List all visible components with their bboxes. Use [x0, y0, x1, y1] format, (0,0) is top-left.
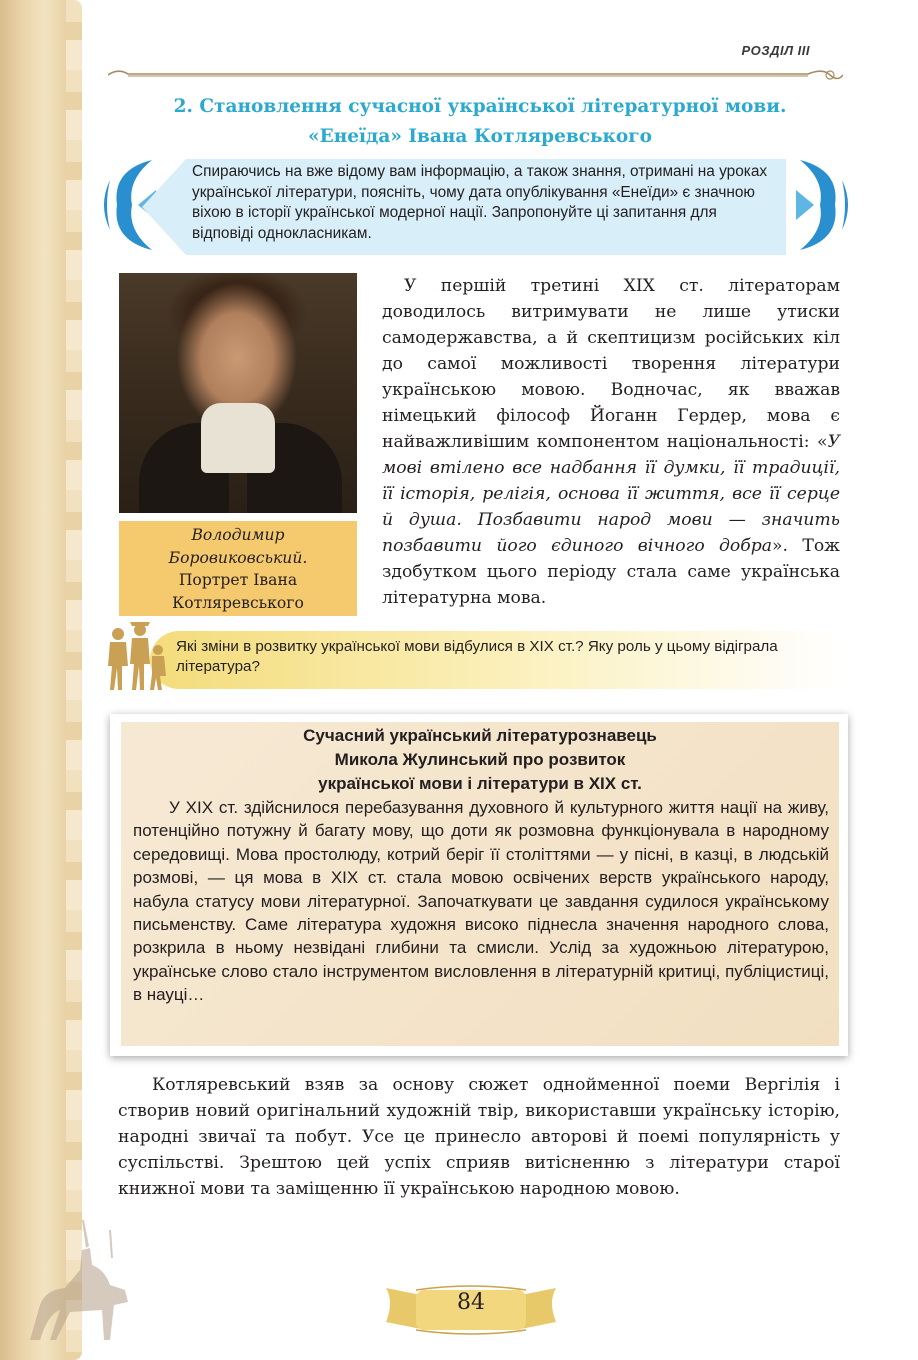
page-number: 84	[457, 1290, 485, 1315]
source-text-body: У XIX ст. здійснилося перебазування духовного й культурного життя нації на живу, потенційно потужну й багату мову, що доти як розмовна функціонувала в народному середовищі. Мова простолюду, котрий беріг її століттями — у пісні, в казці, в людській розмові, — ця мова в XIX ст. стала мовою освічених верств українського народу, набула статусу мови літературної. Започаткувати це завдання судилося українському письменству. Саме література художня високо піднесла значення народного слова, розкрила в ньому незвідані глибини та смисли. Услід за художньою літературою, українське слово стало інструментом висловлення в літературній критиці, публіцистиці, в науці…	[133, 798, 829, 1005]
ornament-right-icon	[790, 150, 860, 260]
paragraph2-text: Котляревський взяв за основу сюжет однойменної поеми Вергілія і створив новий оригінальний художній твір, використавши українську історію, народні звичаї та побут. Усе це принесло авторові й поемі популярність у суспільстві. Зрештою цей успіх сприяв витісненню з літератури старої книжної мови та заміщенню її українською народною мовою.	[118, 1075, 840, 1199]
caption-author-line-1: Володимир	[191, 526, 285, 544]
caption-title-line-1: Портрет Івана	[178, 571, 298, 589]
paragraph1-start: У першій третині XIX ст. літераторам доводилось витримувати не лише утиски самодержавства, а й скептицизм російських кіл до самої можливості творення літератури українською мовою. Водночас, як вважав німецький філософ Йоганн Гердер, мова є найважливішим компонентом національності: «	[382, 276, 840, 452]
herder-quote: У мові втілено все надбання її думки, її традиції, її історія, релігія, основа її життя, все її серце й душа. Позбавити народ мови — значить позбавити його єдиного вічного добра	[382, 432, 840, 556]
discussion-figures-icon	[104, 616, 168, 692]
task-text: Спираючись на вже відому вам інформацію, а також знання, отримані на уроках української літератури, поясніть, чому дата опублікування «Енеїди» є значною віхою в історії української модерної нації. Запропонуйте ці запитання для відповіді однокласникам.	[192, 163, 768, 242]
section-label: РОЗДІЛ III	[741, 43, 810, 58]
source-title-line-2: Микола Жулинський про розвиток	[334, 750, 626, 769]
paragraph-herder	[382, 273, 840, 611]
title-line-1: 2. Становлення сучасної української літературної мови.	[173, 96, 787, 117]
source-quote-text	[133, 796, 829, 1007]
caption-title-line-2: Котляревського	[172, 593, 304, 612]
source-title-line-1: Сучасний український літературознавець	[303, 726, 657, 745]
paragraph1-end: ». Тож здобутком цього періоду стала саме українська літературна мова.	[382, 536, 840, 608]
horse-rider-silhouette-icon	[10, 1210, 150, 1350]
kotliarevsky-portrait-image	[119, 273, 357, 513]
source-title-line-3: української мови і літератури в XIX ст.	[318, 774, 642, 793]
source-title	[121, 724, 839, 796]
page-title	[120, 92, 840, 152]
caption-author-line-2: Боровиковський.	[168, 548, 308, 567]
question-text: Які зміни в розвитку української мови відбулися в XIX ст.? Яку роль у цьому відіграла література?	[176, 638, 778, 675]
parchment-border	[0, 0, 74, 1360]
paragraph-virgil	[118, 1072, 840, 1202]
title-line-2: «Енеїда» Івана Котляревського	[308, 126, 652, 147]
header-decorative-rule	[108, 66, 843, 84]
portrait-caption	[119, 521, 357, 616]
